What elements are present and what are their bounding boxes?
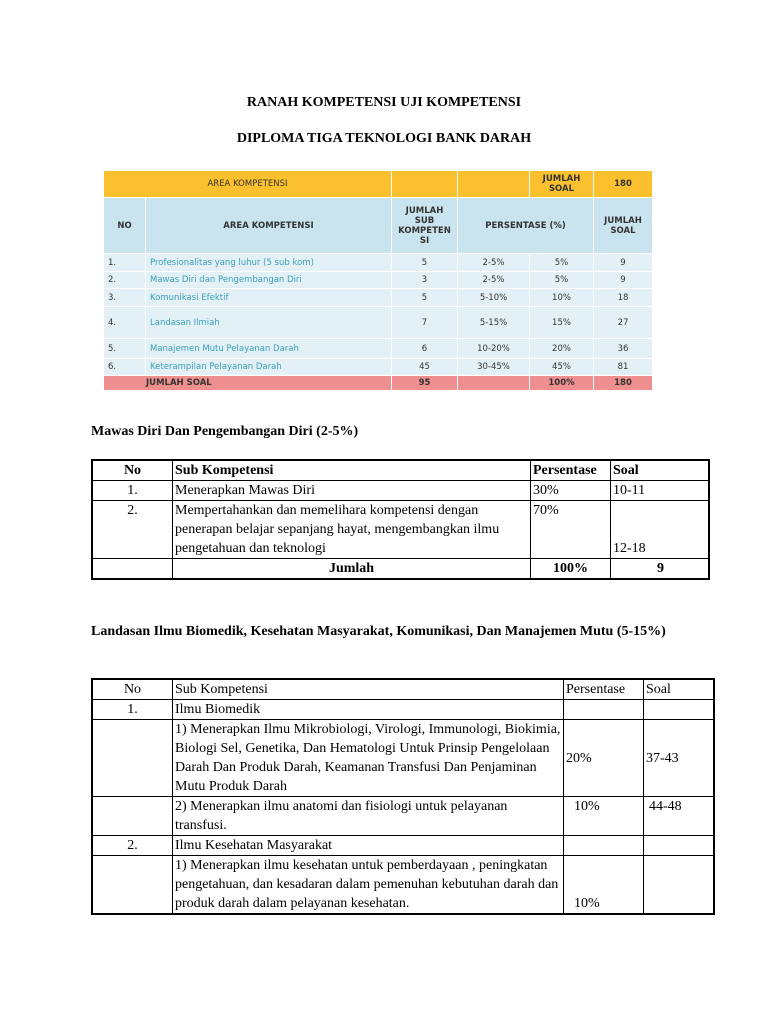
table-total-row: Jumlah 100% 9 [92,559,709,579]
table-row: 1. Ilmu Biomedik [92,700,714,720]
summary-header-row [104,198,653,254]
summary-jumlah-soal-label: JUMLAH SOAL [530,171,594,198]
section1-heading: Mawas Diri Dan Pengembangan Diri (2-5%) [91,424,359,439]
table-row: 2) Menerapkan ilmu anatomi dan fisiologi untuk pelayanan transfusi. 10% 44-48 [92,797,714,836]
summary-header-area: AREA KOMPETENSI [146,198,392,254]
document-title: RANAH KOMPETENSI UJI KOMPETENSI [246,95,522,110]
table-header-row: No Sub Kompetensi Persentase Soal [92,460,709,481]
competency-summary-table [103,170,653,391]
table-row: 1) Menerapkan ilmu kesehatan untuk pemberdayaan , peningkatan pengetahuan, dan kesadaran dalam pemenuhan kebutuhan darah dan produk darah dalam pelayanan kesehatan. 10% [92,856,714,914]
summary-header-jumlah-sub: JUMLAH SUB KOMPETEN SI [392,198,458,254]
mawas-diri-table [91,459,710,580]
table-row: 1. Menerapkan Mawas Diri 30% 10-11 [92,481,709,501]
summary-top-row [104,171,653,198]
table-row: 2. Ilmu Kesehatan Masyarakat [92,836,714,856]
table-row: 2. Mempertahankan dan memelihara kompetensi dengan penerapan belajar sepanjang hayat, mengembangkan ilmu pengetahuan dan teknologi 70% 12-18 [92,501,709,559]
summary-header-persentase: PERSENTASE (%) [458,198,594,254]
summary-header-no: NO [104,198,146,254]
summary-row: 5. Manajemen Mutu Pelayanan Darah 6 10-20% 20% 36 [104,339,653,359]
table-row: 1) Menerapkan Ilmu Mikrobiologi, Virologi, Immunologi, Biokimia, Biologi Sel, Genetika, Dan Hematologi Untuk Prinsip Pengelolaan Darah Dan Produk Darah, Keamanan Transfusi Dan Penjaminan Mutu Produk Darah 20% 37-43 [92,720,714,797]
summary-total-soal: 180 [594,171,653,198]
summary-row: 4. Landasan Ilmiah 7 5-15% 15% 27 [104,307,653,339]
summary-row: 2. Mawas Diri dan Pengembangan Diri 3 2-5% 5% 9 [104,272,653,289]
summary-area-label: AREA KOMPETENSI [104,171,392,198]
summary-row: 1. Profesionalitas yang luhur (5 sub kom) 5 2-5% 5% 9 [104,254,653,272]
summary-row: 6. Keterampilan Pelayanan Darah 45 30-45% 45% 81 [104,359,653,376]
section2-heading: Landasan Ilmu Biomedik, Kesehatan Masyarakat, Komunikasi, Dan Manajemen Mutu (5-15%) [91,624,666,639]
table-header-row: No Sub Kompetensi Persentase Soal [92,679,714,700]
document-subtitle: DIPLOMA TIGA TEKNOLOGI BANK DARAH [236,131,532,146]
summary-total-row: JUMLAH SOAL 95 100% 180 [104,376,653,391]
summary-row: 3. Komunikasi Efektif 5 5-10% 10% 18 [104,289,653,307]
summary-header-jumlah-soal: JUMLAH SOAL [594,198,653,254]
landasan-ilmu-table [91,678,715,915]
